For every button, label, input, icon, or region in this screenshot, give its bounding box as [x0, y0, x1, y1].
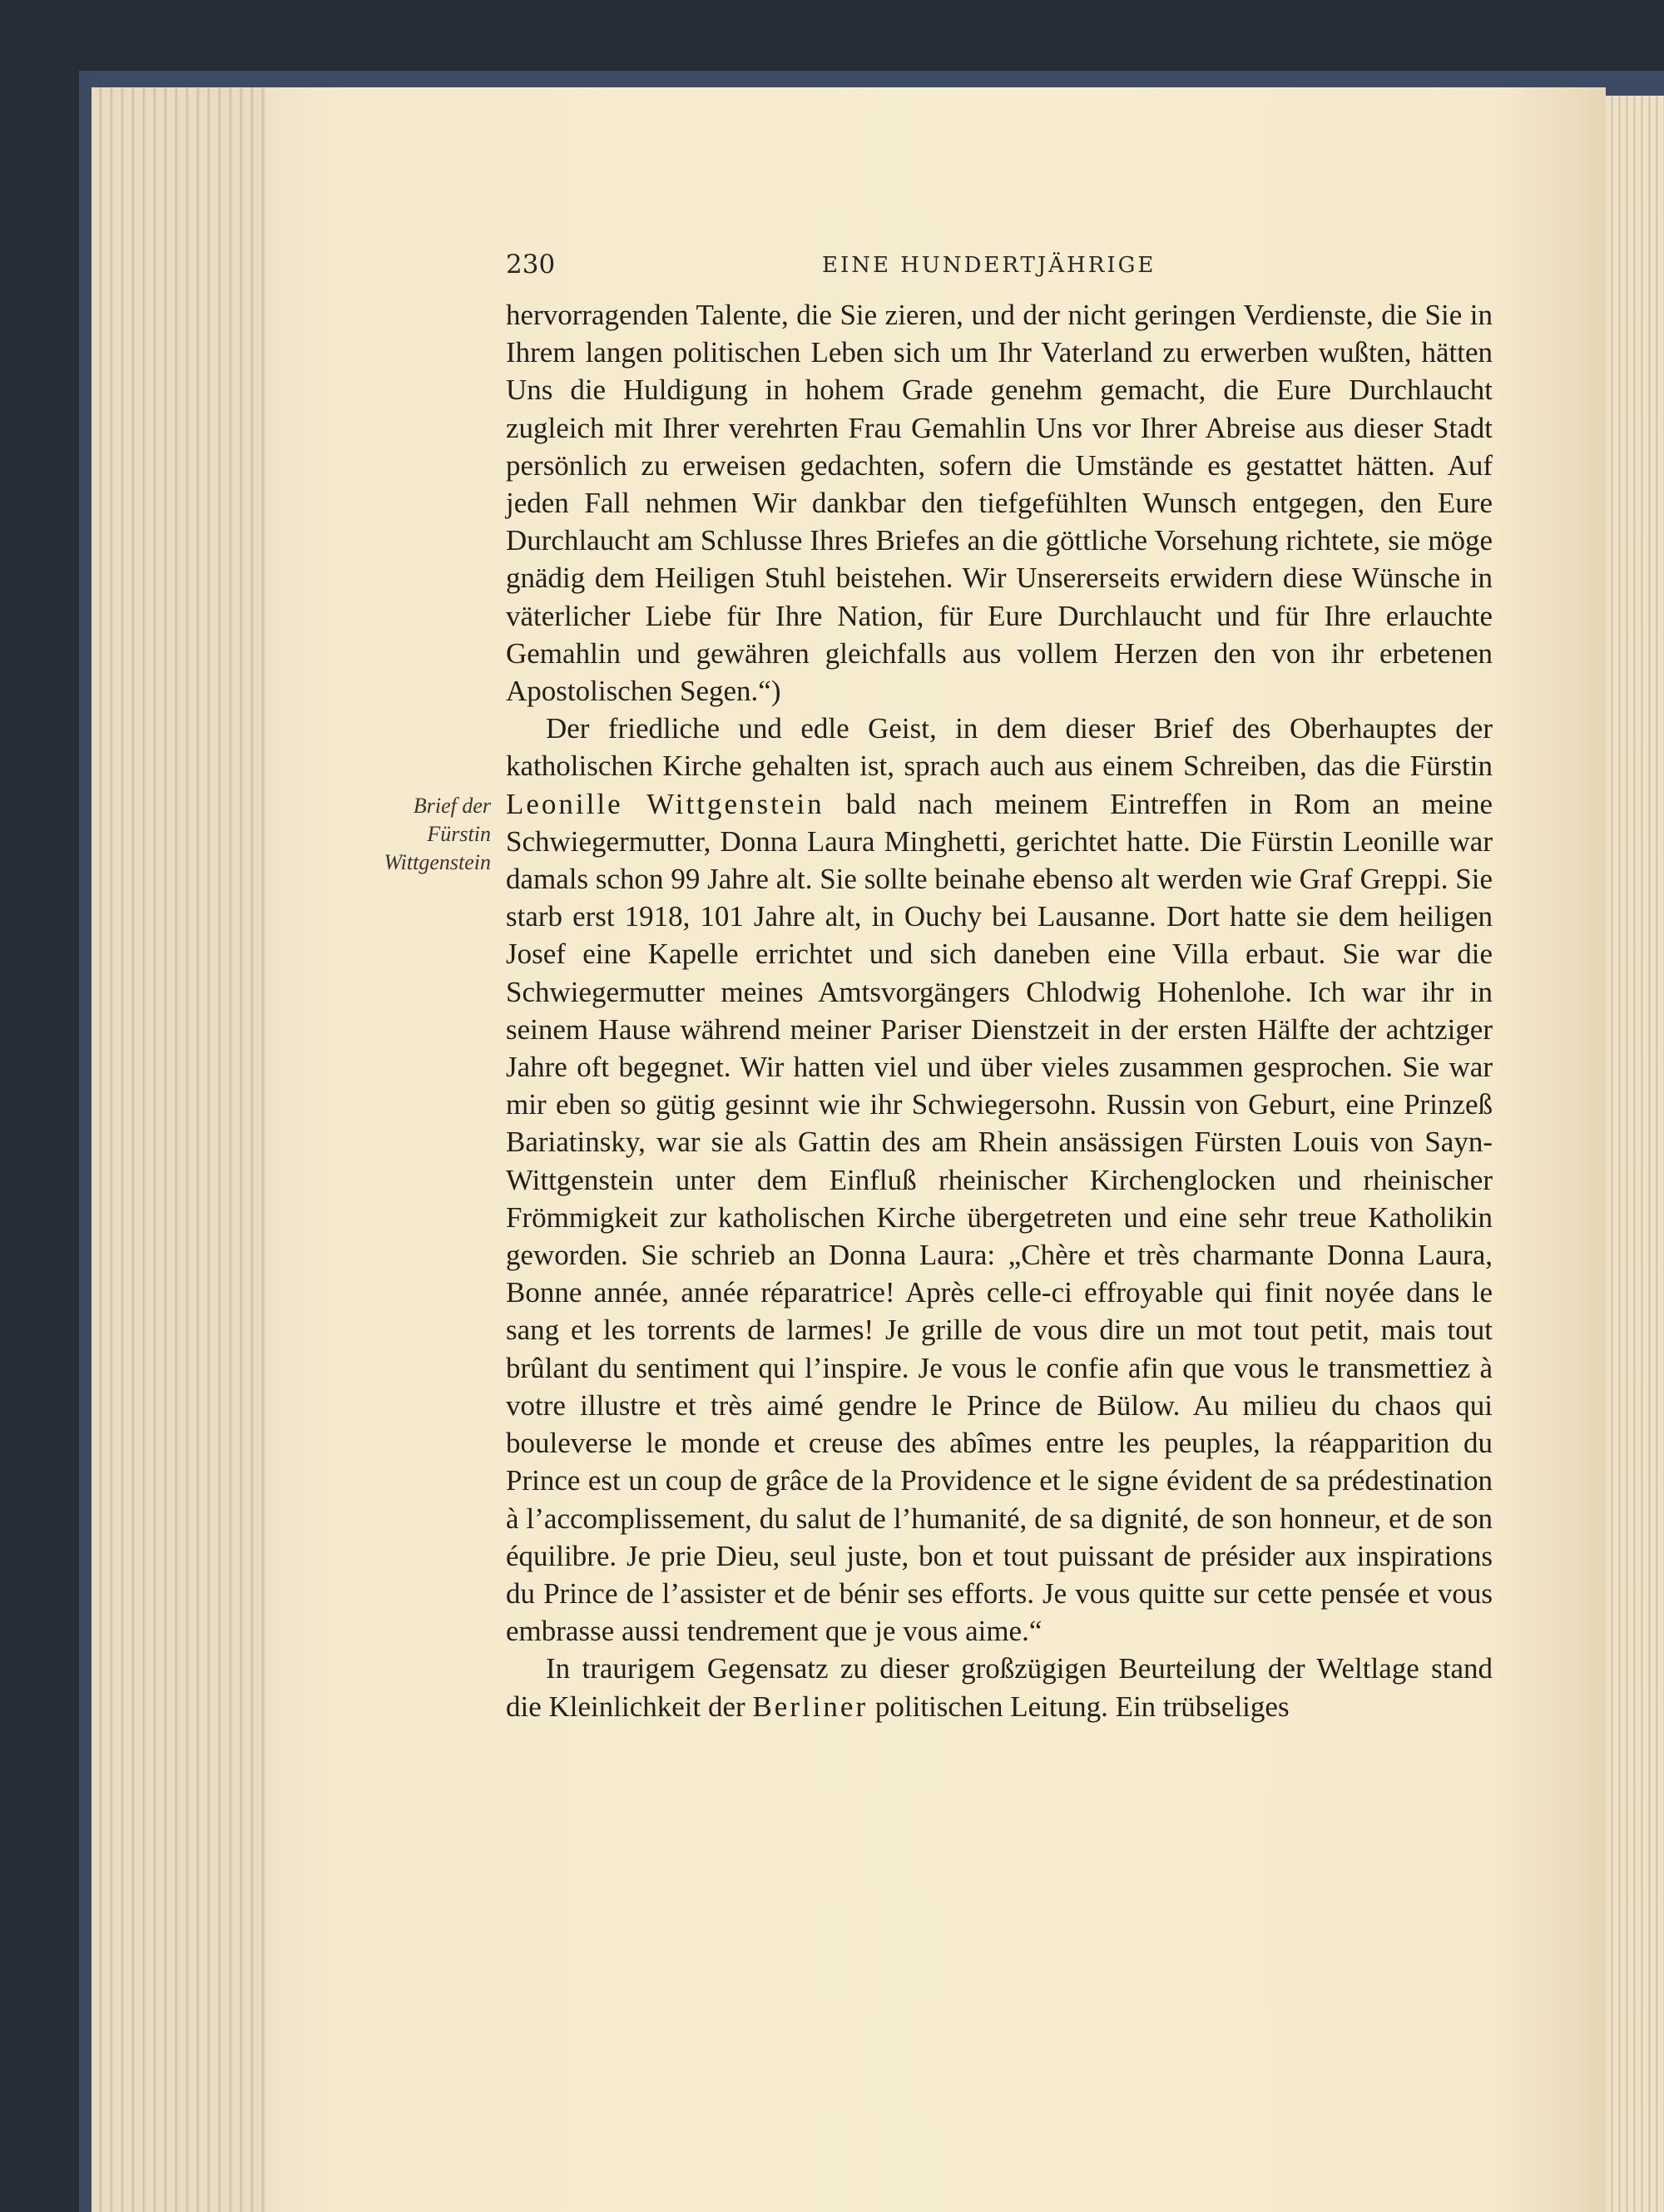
paragraph-2-part-a: Der friedliche und edle Geist, in dem dieser Brief des Oberhauptes der katholischen Kirche gehalten ist, sprach auch aus einem Schreiben, das die Fürstin: [506, 712, 1493, 783]
paragraph-3-part-a: In traurigem Gegensatz zu dieser großzügigen Beurteilung der Weltlage stand die Kleinlichkeit der: [506, 1652, 1493, 1723]
margin-note-line: Wittgenstein: [384, 850, 491, 874]
body-text: [506, 296, 1493, 1725]
name-berliner: Berliner: [752, 1690, 869, 1723]
paragraph-1: hervorragenden Talente, die Sie zieren, und der nicht geringen Verdienste, die Sie in Ihrem langen politischen Leben sich um Ihr Vaterland zu erwerben wußten, hätten Uns die Huldigung in hohem Grade genehm gemacht, die Eure Durchlaucht zugleich mit Ihrer verehrten Frau Gemahlin Uns vor Ihrer Abreise aus dieser Stadt persönlich zu erweisen gedachten, sofern die Umstände es gestattet hätten. Auf jeden Fall nehmen Wir dankbar den tiefgefühlten Wunsch entgegen, den Eure Durchlaucht am Schlusse Ihres Briefes an die göttliche Vorsehung richtete, sie möge gnädig dem Heiligen Stuhl beistehen. Wir Unsererseits erwidern diese Wünsche in väterlicher Liebe für Ihre Nation, für Eure Durchlaucht und für Ihre erlauchte Gemahlin und gewähren gleichfalls aus vollem Herzen den von ihr erbetenen Apostolischen Segen.“): [506, 299, 1493, 708]
margin-note-line: Brief der: [413, 794, 491, 818]
page-edges-left: [92, 87, 283, 2212]
paragraph-2: [506, 710, 1493, 1650]
name-leonille-wittgenstein: Leonille Wittgenstein: [506, 787, 825, 820]
paragraph-3: [506, 1650, 1493, 1725]
margin-note: [316, 792, 491, 877]
paragraph-3-part-b: politischen Leitung. Ein trübseliges: [868, 1690, 1290, 1723]
page-number: 230: [506, 250, 556, 280]
page-edges-right: [1606, 96, 1664, 2212]
margin-note-line: Fürstin: [427, 822, 491, 846]
paragraph-2-part-b: bald nach meinem Eintreffen in Rom an meine Schwiegermutter, Donna Laura Minghetti, gerichtet hatte. Die Fürstin Leonille war damals schon 99 Jahre alt. Sie sollte beinahe ebenso alt werden wie Graf Greppi. Sie starb erst 1918, 101 Jahre alt, in Ouchy bei Lausanne. Dort hatte sie dem heiligen Josef eine Kapelle errichtet und sich daneben eine Villa erbaut. Sie war die Schwiegermutter meines Amtsvorgängers Chlodwig Hohenlohe. Ich war ihr in seinem Hause während meiner Pariser Dienstzeit in der ersten Hälfte der achtziger Jahre oft begegnet. Wir hatten viel und über vieles zusammen gesprochen. Sie war mir eben so gütig gesinnt wie ihr Schwiegersohn. Russin von Geburt, eine Prinzeß Bariatinsky, war sie als Gattin des am Rhein ansässigen Fürsten Louis von Sayn-Wittgenstein unter dem Einfluß rheinischer Kirchenglocken und rheinischer Frömmigkeit zur katholischen Kirche übergetreten und eine sehr treue Katholikin geworden. Sie schrieb an Donna Laura: „Chère et très charmante Donna Laura, Bonne année, année réparatrice! Après celle-ci effroyable qui finit noyée dans le sang et les torrents de larmes! Je grille de vous dire un mot tout petit, mais tout brûlant du sentiment qui l’inspire. Je vous le confie afin que vous le transmettiez à votre illustre et très aimé gendre le Prince de Bülow. Au milieu du chaos qui bouleverse le monde et creuse des abîmes entre les peuples, la réapparition du Prince est un coup de grâce de la Providence et le signe évident de sa prédestination à l’accomplissement, du salut de l’humanité, de sa dignité, de son honneur, et de son équilibre. Je prie Dieu, seul juste, bon et tout puissant de présider aux inspirations du Prince de l’assister et de bénir ses efforts. Je vous quitte sur cette pensée et vous embrasse aussi tendrement que je vous aime.“: [506, 787, 1493, 1648]
running-title: EINE HUNDERTJÄHRIGE: [822, 253, 1156, 278]
